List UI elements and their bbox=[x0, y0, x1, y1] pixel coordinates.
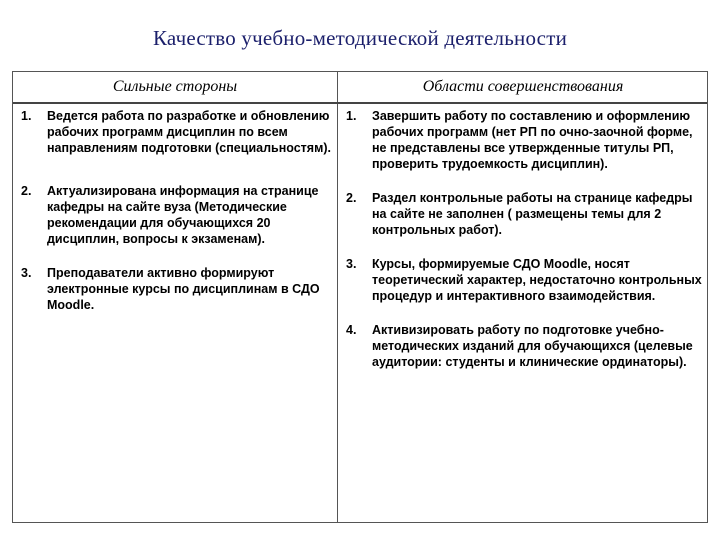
page-title: Качество учебно-методической деятельности bbox=[152, 26, 568, 50]
item-text: Курсы, формируемые СДО Moodle, носят теоретический характер, недостаточно контрольных процедур и интерактивного взаимодействия. bbox=[372, 257, 702, 303]
item-number: 3. bbox=[346, 257, 357, 271]
strength-item bbox=[21, 108, 331, 156]
item-text: Актуализирована информация на странице кафедры на сайте вуза (Методические рекомендации для обучающихся 20 дисциплин, вопросы к экзаменам). bbox=[47, 184, 319, 246]
item-text: Раздел контрольные работы на странице кафедры на сайте не заполнен ( размещены темы для 2 контрольных работ). bbox=[372, 191, 693, 237]
item-text: Ведется работа по разработке и обновлению рабочих программ дисциплин по всем направлениям подготовки (специальностям). bbox=[47, 109, 331, 155]
improvement-item bbox=[346, 322, 704, 370]
column-divider bbox=[337, 72, 338, 522]
item-number: 2. bbox=[21, 184, 32, 198]
item-number: 1. bbox=[21, 109, 32, 123]
item-number: 2. bbox=[346, 191, 357, 205]
improvement-item bbox=[346, 190, 704, 238]
strength-item bbox=[21, 265, 331, 313]
strength-item bbox=[21, 183, 331, 247]
item-text: Завершить работу по составлению и оформлению рабочих программ (нет РП по очно-заочной форме, не представлены все утвержденные титулы РП, проверить трудоемкость дисциплин). bbox=[372, 109, 693, 171]
item-number: 4. bbox=[346, 323, 357, 337]
item-number: 1. bbox=[346, 109, 357, 123]
improvement-item bbox=[346, 256, 704, 304]
strengths-list bbox=[21, 108, 331, 313]
item-text: Преподаватели активно формируют электронные курсы по дисциплинам в СДО Moodle. bbox=[47, 266, 320, 312]
comparison-table bbox=[12, 71, 708, 523]
item-text: Активизировать работу по подготовке учебно-методических изданий для обучающихся (целевые аудитории: студенты и клинические ординаторы). bbox=[372, 323, 693, 369]
header-divider bbox=[13, 102, 707, 104]
improvements-header: Области совершенствования bbox=[422, 78, 624, 95]
item-number: 3. bbox=[21, 266, 32, 280]
improvements-list bbox=[346, 108, 704, 370]
strengths-header: Сильные стороны bbox=[112, 78, 238, 95]
improvement-item bbox=[346, 108, 704, 172]
